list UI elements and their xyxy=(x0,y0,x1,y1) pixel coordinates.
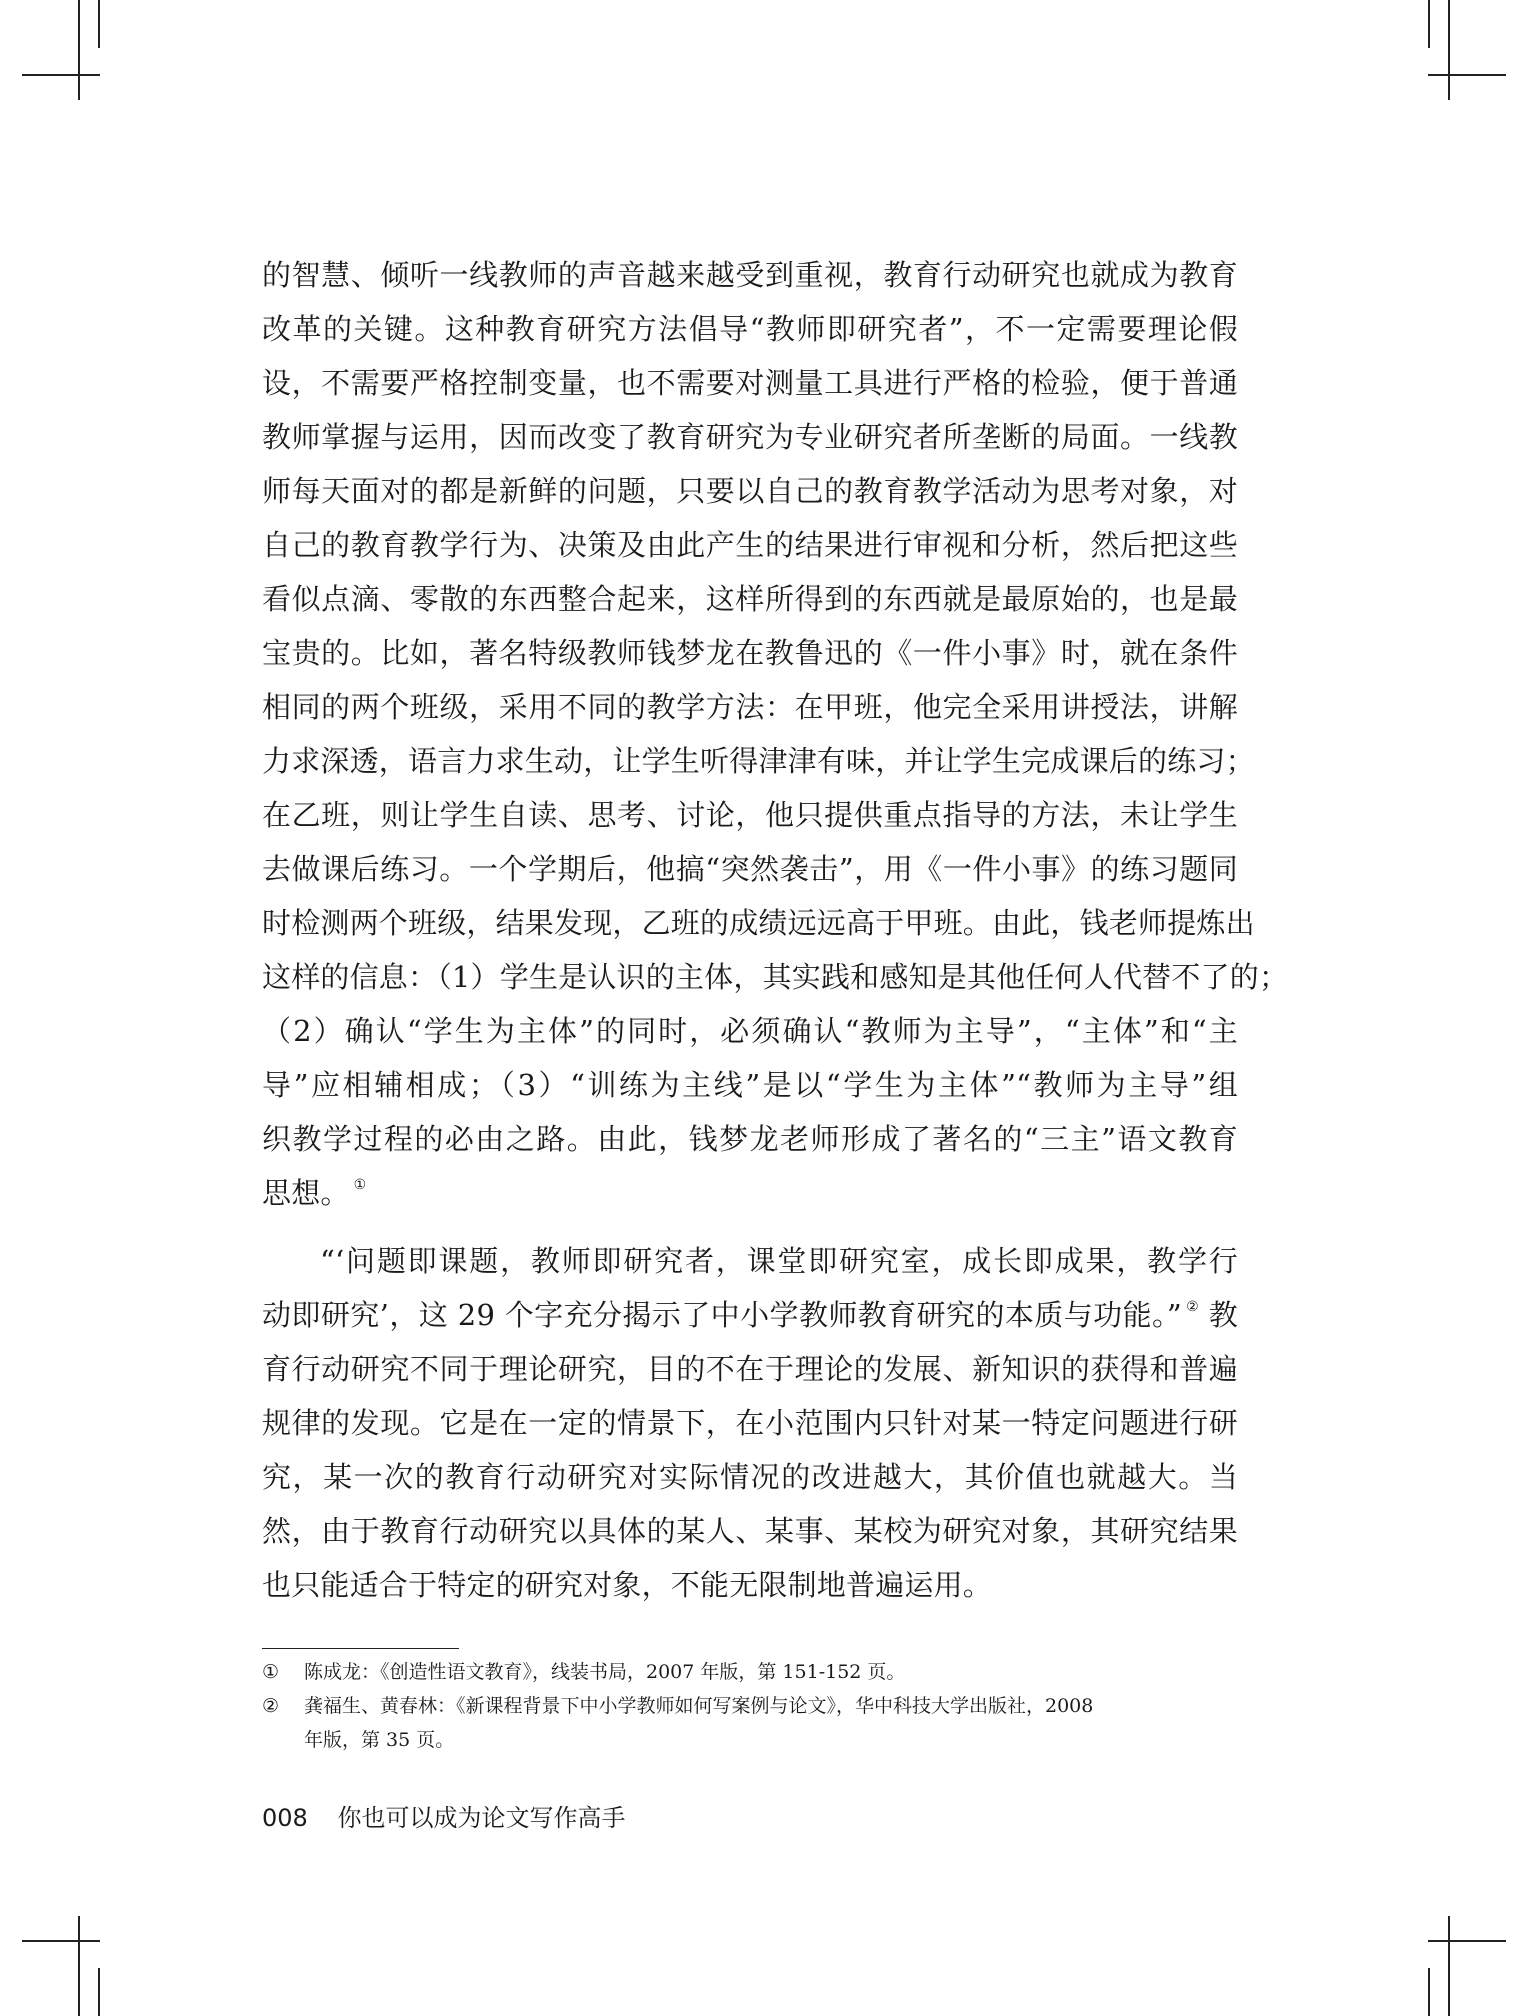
crop-mark-top-left-h xyxy=(22,74,100,76)
text-line: 设，不需要严格控制变量，也不需要对测量工具进行严格的检验，便于普通 xyxy=(262,366,1238,400)
text-line: 育行动研究不同于理论研究，目的不在于理论的发展、新知识的获得和普遍 xyxy=(262,1352,1238,1386)
text-line-last xyxy=(262,1166,1238,1220)
text-line: 时检测两个班级，结果发现，乙班的成绩远远高于甲班。由此，钱老师提炼出 xyxy=(262,906,1255,940)
footnote-text-line: 龚福生、黄春林：《新课程背景下中小学教师如何写案例与论文》，华中科技大学出版社，2008 xyxy=(304,1695,1094,1717)
crop-mark-bottom-right-v xyxy=(1448,1916,1450,2016)
text-line: 究，某一次的教育行动研究对实际情况的改进越大，其价值也就越大。当 xyxy=(262,1460,1238,1494)
body-text xyxy=(262,248,1289,1612)
crop-mark-top-left-v xyxy=(78,0,80,100)
crop-mark-top-right-v2 xyxy=(1428,0,1430,48)
footnote-number: ① xyxy=(262,1661,280,1683)
book-title: 你也可以成为论文写作高手 xyxy=(337,1804,626,1832)
crop-mark-top-left-v2 xyxy=(98,0,100,48)
crop-mark-bottom-left-v2 xyxy=(98,1968,100,2016)
footnote-text: 陈成龙：《创造性语文教育》，线装书局，2007 年版，第 151-152 页。 xyxy=(304,1661,906,1683)
text-line: 在乙班，则让学生自读、思考、讨论，他只提供重点指导的方法，未让学生 xyxy=(262,798,1238,832)
text-line-last: 也只能适合于特定的研究对象，不能无限制地普遍运用。 xyxy=(262,1568,993,1602)
text-line: 教师掌握与运用，因而改变了教育研究为专业研究者所垄断的局面。一线教 xyxy=(262,420,1238,454)
text-line: （2）确认“学生为主体”的同时，必须确认“教师为主导”，“主体”和“主 xyxy=(262,1014,1238,1048)
crop-mark-bottom-left-h xyxy=(22,1940,100,1942)
text-line: 去做课后练习。一个学期后，他搞“突然袭击”，用《一件小事》的练习题同 xyxy=(262,852,1238,886)
text-line: 师每天面对的都是新鲜的问题，只要以自己的教育教学活动为思考对象，对 xyxy=(262,474,1238,508)
page-number: 008 xyxy=(262,1804,308,1832)
footnote-ref-1[interactable]: ① xyxy=(353,1177,367,1193)
text-line: 自己的教育教学行为、决策及由此产生的结果进行审视和分析，然后把这些 xyxy=(262,528,1238,562)
text-line: 织教学过程的必由之路。由此，钱梦龙老师形成了著名的“三主”语文教育 xyxy=(262,1122,1238,1156)
footnote-text xyxy=(304,1689,1238,1757)
text-line: 的智慧、倾听一线教师的声音越来越受到重视，教育行动研究也就成为教育 xyxy=(262,258,1238,292)
text-line xyxy=(262,1288,1238,1342)
text-line: 看似点滴、零散的东西整合起来，这样所得到的东西就是最原始的，也是最 xyxy=(262,582,1238,616)
text-line-first: “‘问题即课题，教师即研究者，课堂即研究室，成长即成果，教学行 xyxy=(320,1244,1238,1278)
text-line: 力求深透，语言力求生动，让学生听得津津有味，并让学生完成课后的练习； xyxy=(262,744,1255,778)
text-line: 改革的关键。这种教育研究方法倡导“教师即研究者”，不一定需要理论假 xyxy=(262,312,1238,346)
footnote-2 xyxy=(262,1689,1238,1757)
text-line: 宝贵的。比如，著名特级教师钱梦龙在教鲁迅的《一件小事》时，就在条件 xyxy=(262,636,1238,670)
crop-mark-top-right-v xyxy=(1448,0,1450,100)
text-span: 思想。 xyxy=(262,1176,350,1210)
footnote-number: ② xyxy=(262,1695,280,1717)
text-line: 然，由于教育行动研究以具体的某人、某事、某校为研究对象，其研究结果 xyxy=(262,1514,1238,1548)
paragraph-1 xyxy=(262,248,1289,1220)
footnote-ref-2[interactable]: ② xyxy=(1185,1299,1200,1315)
footnotes xyxy=(262,1655,1238,1757)
footnote-divider xyxy=(262,1648,459,1649)
text-line: 导”应相辅相成；（3）“训练为主线”是以“学生为主体”“教师为主导”组 xyxy=(262,1068,1238,1102)
text-span: 动即研究’，这 29 个字充分揭示了中小学教师教育研究的本质与功能。” xyxy=(262,1298,1182,1332)
text-span: 教 xyxy=(1199,1298,1238,1332)
crop-mark-top-right-h xyxy=(1428,74,1506,76)
text-line: 规律的发现。它是在一定的情景下，在小范围内只针对某一特定问题进行研 xyxy=(262,1406,1238,1440)
crop-mark-bottom-right-v2 xyxy=(1428,1968,1430,2016)
paragraph-2 xyxy=(262,1234,1238,1612)
text-line: 这样的信息：（1）学生是认识的主体，其实践和感知是其他任何人代替不了的； xyxy=(262,960,1289,994)
crop-mark-bottom-right-h xyxy=(1428,1940,1506,1942)
footnote-text-line: 年版，第 35 页。 xyxy=(304,1729,455,1751)
crop-mark-bottom-left-v xyxy=(78,1916,80,2016)
text-line: 相同的两个班级，采用不同的教学方法：在甲班，他完全采用讲授法，讲解 xyxy=(262,690,1238,724)
page-footer xyxy=(262,1800,625,1836)
footnote-1 xyxy=(262,1655,1238,1689)
